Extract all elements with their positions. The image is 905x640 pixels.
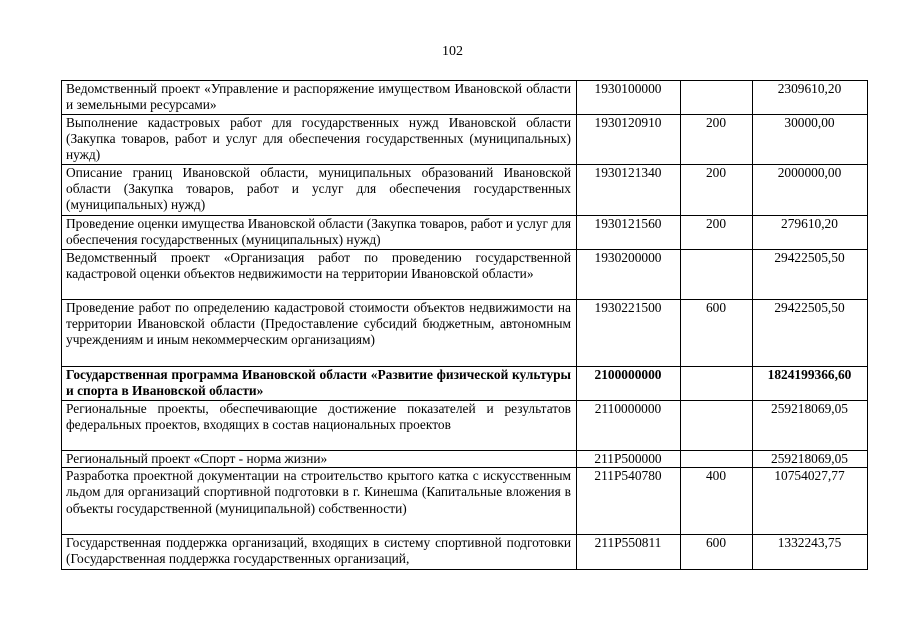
row-sum-cell: 30000,00 [753,115,868,165]
row-code-cell: 211P540780 [577,468,681,535]
row-code-cell: 211P500000 [577,451,681,468]
row-sum-cell: 1332243,75 [753,535,868,570]
row-sum-cell: 29422505,50 [753,250,868,300]
row-sum-cell: 29422505,50 [753,300,868,367]
row-type-cell: 200 [681,165,753,216]
table-row [62,81,868,115]
budget-table [61,80,868,570]
table-row [62,300,868,367]
row-name-cell: Государственная поддержка организаций, входящих в систему спортивной подготовки (Государственная поддержка государственных организаций, [62,535,577,570]
row-code-cell: 2110000000 [577,401,681,451]
page-number: 102 [442,44,463,59]
row-name-cell: Проведение оценки имущества Ивановской области (Закупка товаров, работ и услуг для обеспечения государственных (муниципальных) нужд) [62,216,577,250]
row-type-cell: 600 [681,300,753,367]
row-name-cell: Описание границ Ивановской области, муниципальных образований Ивановской области (Закупка товаров, работ и услуг для обеспечения государственных (муниципальных) нужд) [62,165,577,216]
row-sum-cell: 1824199366,60 [753,367,868,401]
row-code-cell: 1930121340 [577,165,681,216]
row-name-cell: Ведомственный проект «Управление и распоряжение имуществом Ивановской области и земельными ресурсами» [62,81,577,115]
row-name-cell: Государственная программа Ивановской области «Развитие физической культуры и спорта в Ивановской области» [62,367,577,401]
table-row [62,250,868,300]
row-code-cell: 2100000000 [577,367,681,401]
table-row [62,367,868,401]
row-type-cell [681,250,753,300]
row-name-cell: Ведомственный проект «Организация работ по проведению государственной кадастровой оценки объектов недвижимости на территории Ивановской области» [62,250,577,300]
row-sum-cell: 10754027,77 [753,468,868,535]
row-type-cell [681,367,753,401]
table-row [62,165,868,216]
row-name-cell: Проведение работ по определению кадастровой стоимости объектов недвижимости на территории Ивановской области (Предоставление субсидий бюджетным, автономным учреждениям и иным некоммерческим организациям) [62,300,577,367]
row-name-cell: Разработка проектной документации на строительство крытого катка с искусственным льдом для организаций спортивной подготовки в г. Кинешма (Капитальные вложения в объекты государственной (муниципальной) собственности) [62,468,577,535]
row-name-cell: Выполнение кадастровых работ для государственных нужд Ивановской области (Закупка товаров, работ и услуг для обеспечения государственных (муниципальных) нужд) [62,115,577,165]
row-name-cell: Региональный проект «Спорт - норма жизни» [62,451,577,468]
row-code-cell: 1930120910 [577,115,681,165]
row-code-cell: 1930121560 [577,216,681,250]
row-type-cell [681,451,753,468]
table-row [62,468,868,535]
row-code-cell: 1930221500 [577,300,681,367]
table-row [62,401,868,451]
row-type-cell: 200 [681,216,753,250]
row-type-cell: 200 [681,115,753,165]
budget-table-body [62,81,868,570]
table-row [62,115,868,165]
row-sum-cell: 259218069,05 [753,401,868,451]
row-type-cell [681,401,753,451]
row-sum-cell: 2000000,00 [753,165,868,216]
row-type-cell: 400 [681,468,753,535]
row-type-cell [681,81,753,115]
row-sum-cell: 2309610,20 [753,81,868,115]
table-row [62,216,868,250]
row-code-cell: 1930100000 [577,81,681,115]
row-sum-cell: 259218069,05 [753,451,868,468]
row-code-cell: 1930200000 [577,250,681,300]
row-sum-cell: 279610,20 [753,216,868,250]
table-row [62,451,868,468]
row-code-cell: 211P550811 [577,535,681,570]
row-type-cell: 600 [681,535,753,570]
table-row [62,535,868,570]
row-name-cell: Региональные проекты, обеспечивающие достижение показателей и результатов федеральных проектов, входящих в состав национальных проектов [62,401,577,451]
